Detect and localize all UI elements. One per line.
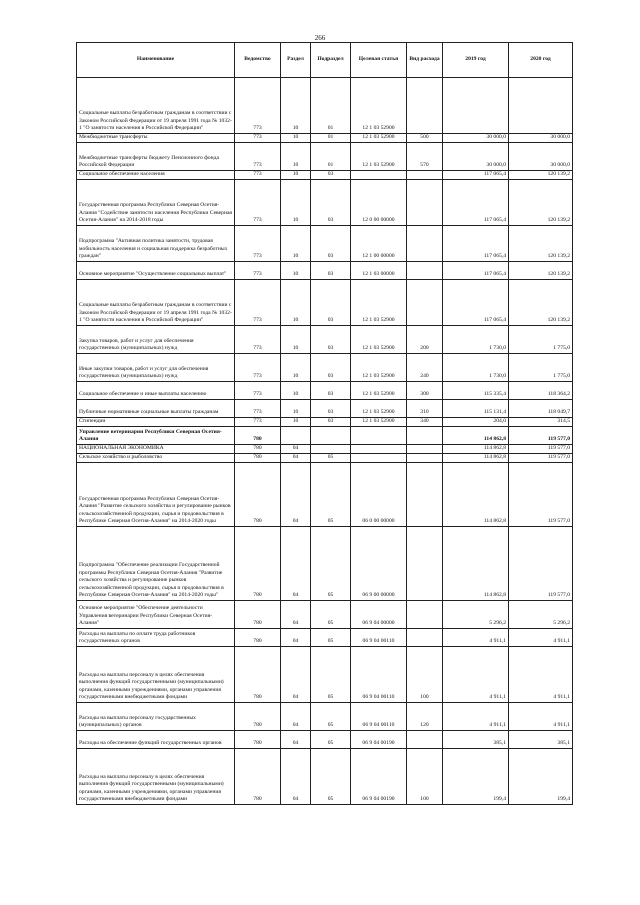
row-vedomstvo: 773 — [235, 326, 281, 354]
row-celevaya-statya: 06 9 04 00110 — [351, 647, 407, 703]
row-vedomstvo: 773 — [235, 134, 281, 143]
row-name: Расходы на обеспечение функций государственных органов — [77, 731, 235, 749]
row-name: Сельское хозяйство и рыболовство — [77, 454, 235, 463]
row-amount-2019: 4 911,1 — [443, 703, 509, 731]
table-row — [77, 262, 573, 280]
row-amount-2019: 114 862,8 — [443, 427, 509, 445]
row-vedomstvo: 773 — [235, 143, 281, 171]
row-amount-2019: 114 862,8 — [443, 527, 509, 601]
row-vid-raskhoda — [407, 427, 443, 445]
row-vid-raskhoda — [407, 601, 443, 629]
row-amount-2019: 117 065,4 — [443, 180, 509, 226]
row-razdel: 10 — [281, 180, 311, 226]
row-name: Публичные нормативные социальные выплаты гражданам — [77, 400, 235, 418]
row-celevaya-statya — [351, 454, 407, 463]
row-razdel: 04 — [281, 454, 311, 463]
row-vid-raskhoda — [407, 463, 443, 527]
header-podrazdel: Подраздел — [311, 43, 351, 78]
row-razdel: 10 — [281, 171, 311, 180]
row-razdel: 04 — [281, 647, 311, 703]
row-podrazdel: 05 — [311, 454, 351, 463]
row-amount-2019: 385,1 — [443, 731, 509, 749]
header-vedomstvo: Ведомство — [235, 43, 281, 78]
row-vedomstvo: 773 — [235, 78, 281, 134]
row-vedomstvo: 780 — [235, 647, 281, 703]
row-celevaya-statya: 06 9 04 00190 — [351, 749, 407, 805]
row-amount-2020: 118 049,7 — [509, 400, 573, 418]
table-row — [77, 703, 573, 731]
row-podrazdel: 03 — [311, 326, 351, 354]
row-celevaya-statya: 12 1 03 52900 — [351, 78, 407, 134]
row-name: Расходы на выплаты персоналу государственных (муниципальных) органов — [77, 703, 235, 731]
row-razdel: 10 — [281, 78, 311, 134]
row-celevaya-statya: 12 0 00 00000 — [351, 180, 407, 226]
row-podrazdel: 03 — [311, 180, 351, 226]
row-name: Расходы на выплаты персоналу в целях обеспечения выполнения функций государственными (муниципальными) органами, казенными учреждениями, органами управления государственными внебюджетными фондами — [77, 647, 235, 703]
row-name: Социальные выплаты безработным гражданам в соответствии с Законом Российской Федерации от 19 апреля 1991 года № 1032-1 "О занятости населения в Российской Федерации" — [77, 78, 235, 134]
row-amount-2019: 199,4 — [443, 749, 509, 805]
table-row — [77, 445, 573, 454]
row-amount-2019: 30 000,0 — [443, 143, 509, 171]
row-amount-2019: 117 065,4 — [443, 226, 509, 262]
row-name: Основное мероприятие "Осуществление социальных выплат" — [77, 262, 235, 280]
row-podrazdel: 03 — [311, 400, 351, 418]
row-vedomstvo: 780 — [235, 527, 281, 601]
row-celevaya-statya: 06 9 00 00000 — [351, 527, 407, 601]
table-row — [77, 463, 573, 527]
row-amount-2019: 114 862,8 — [443, 463, 509, 527]
table-row — [77, 78, 573, 134]
row-razdel: 04 — [281, 749, 311, 805]
row-podrazdel: 05 — [311, 629, 351, 647]
row-name: Основное мероприятие "Обеспечение деятельности Управления ветеринарии Республики Северная Осетия-Алания" — [77, 601, 235, 629]
row-amount-2020: 4 911,1 — [509, 647, 573, 703]
row-amount-2019: 117 065,4 — [443, 280, 509, 326]
row-amount-2020: 120 139,2 — [509, 262, 573, 280]
row-razdel: 10 — [281, 280, 311, 326]
row-razdel: 10 — [281, 226, 311, 262]
row-vedomstvo: 780 — [235, 601, 281, 629]
table-row — [77, 226, 573, 262]
row-amount-2019: 30 000,0 — [443, 134, 509, 143]
row-razdel: 04 — [281, 703, 311, 731]
header-razdel: Раздел — [281, 43, 311, 78]
row-podrazdel: 05 — [311, 749, 351, 805]
row-razdel — [281, 427, 311, 445]
header-row — [77, 43, 573, 78]
row-name: Социальное обеспечение и иные выплаты населению — [77, 382, 235, 400]
row-amount-2019: 117 065,4 — [443, 171, 509, 180]
row-amount-2019: 1 730,0 — [443, 354, 509, 382]
row-vedomstvo: 773 — [235, 400, 281, 418]
row-vid-raskhoda — [407, 180, 443, 226]
row-vid-raskhoda — [407, 262, 443, 280]
row-celevaya-statya: 06 9 04 00190 — [351, 731, 407, 749]
row-vedomstvo: 773 — [235, 226, 281, 262]
row-amount-2019: 204,0 — [443, 418, 509, 427]
row-amount-2019: 4 911,1 — [443, 629, 509, 647]
row-celevaya-statya: 12 1 00 00000 — [351, 226, 407, 262]
row-amount-2020: 118 364,2 — [509, 382, 573, 400]
row-podrazdel: 03 — [311, 280, 351, 326]
row-podrazdel: 05 — [311, 527, 351, 601]
header-celevaya-statya: Целевая статья — [351, 43, 407, 78]
row-podrazdel: 05 — [311, 463, 351, 527]
row-vid-raskhoda — [407, 226, 443, 262]
row-podrazdel: 05 — [311, 647, 351, 703]
row-podrazdel — [311, 427, 351, 445]
table-row — [77, 143, 573, 171]
row-vedomstvo: 773 — [235, 354, 281, 382]
row-vid-raskhoda — [407, 171, 443, 180]
row-podrazdel: 01 — [311, 143, 351, 171]
row-celevaya-statya: 12 1 03 52900 — [351, 326, 407, 354]
row-razdel: 10 — [281, 134, 311, 143]
budget-table — [76, 42, 573, 805]
row-amount-2020: 4 911,1 — [509, 703, 573, 731]
row-razdel: 10 — [281, 262, 311, 280]
row-podrazdel: 01 — [311, 134, 351, 143]
page-number: 266 — [314, 34, 326, 42]
row-vid-raskhoda: 240 — [407, 354, 443, 382]
row-vid-raskhoda — [407, 629, 443, 647]
row-amount-2019: 114 862,8 — [443, 454, 509, 463]
row-amount-2020: 1 775,0 — [509, 326, 573, 354]
row-vedomstvo: 780 — [235, 703, 281, 731]
row-vedomstvo: 773 — [235, 171, 281, 180]
row-razdel: 04 — [281, 629, 311, 647]
row-amount-2019: 117 065,4 — [443, 262, 509, 280]
header-vid-raskhoda: Вид расхода — [407, 43, 443, 78]
row-name: Закупка товаров, работ и услуг для обеспечения государственных (муниципальных) нужд — [77, 326, 235, 354]
row-name: НАЦИОНАЛЬНАЯ ЭКОНОМИКА — [77, 445, 235, 454]
row-celevaya-statya: 06 9 04 00000 — [351, 601, 407, 629]
row-razdel: 10 — [281, 400, 311, 418]
row-celevaya-statya: 12 1 03 52900 — [351, 418, 407, 427]
header-name: Наименование — [77, 43, 235, 78]
row-podrazdel: 03 — [311, 262, 351, 280]
row-amount-2020: 199,4 — [509, 749, 573, 805]
row-vid-raskhoda — [407, 527, 443, 601]
row-amount-2019: 1 730,0 — [443, 326, 509, 354]
table-body — [77, 78, 573, 805]
row-vedomstvo: 780 — [235, 629, 281, 647]
row-amount-2019: 115 131,4 — [443, 400, 509, 418]
row-vid-raskhoda — [407, 78, 443, 134]
row-podrazdel: 03 — [311, 171, 351, 180]
header-2019: 2019 год — [443, 43, 509, 78]
row-celevaya-statya: 12 1 03 52900 — [351, 354, 407, 382]
table-row — [77, 749, 573, 805]
row-amount-2020: 314,5 — [509, 418, 573, 427]
table-row — [77, 280, 573, 326]
row-vedomstvo: 773 — [235, 180, 281, 226]
table-row — [77, 454, 573, 463]
row-name: Государственная программа Республики Северная Осетия-Алания "Развитие сельского хозяйства и регулирование рынков сельскохозяйственной продукции, сырья и продовольствия в Республике Северная Осетия-Алания" на 2014-2020 годы — [77, 463, 235, 527]
row-name: Межбюджетные трансферты — [77, 134, 235, 143]
row-amount-2020: 1 775,0 — [509, 354, 573, 382]
table-row — [77, 601, 573, 629]
row-vid-raskhoda: 200 — [407, 326, 443, 354]
row-name: Подпрограмма "Активная политика занятости, трудовая мобильность населения и социальная поддержка безработных граждан" — [77, 226, 235, 262]
row-amount-2020 — [509, 78, 573, 134]
row-amount-2020: 385,1 — [509, 731, 573, 749]
header-2020: 2020 год — [509, 43, 573, 78]
row-name: Управление ветеринарии Республики Северная Осетия-Алания — [77, 427, 235, 445]
row-vid-raskhoda: 310 — [407, 400, 443, 418]
row-amount-2020: 119 577,0 — [509, 454, 573, 463]
row-amount-2020: 119 577,0 — [509, 427, 573, 445]
row-name: Иные закупки товаров, работ и услуг для обеспечения государственных (муниципальных) нужд — [77, 354, 235, 382]
row-amount-2019: 114 862,8 — [443, 445, 509, 454]
row-vedomstvo: 780 — [235, 454, 281, 463]
row-razdel: 10 — [281, 382, 311, 400]
row-podrazdel: 03 — [311, 354, 351, 382]
row-vedomstvo: 780 — [235, 445, 281, 454]
row-celevaya-statya: 06 9 04 00110 — [351, 629, 407, 647]
row-amount-2020: 4 911,1 — [509, 629, 573, 647]
row-vedomstvo: 780 — [235, 749, 281, 805]
row-razdel: 10 — [281, 354, 311, 382]
table-row — [77, 382, 573, 400]
table-row — [77, 171, 573, 180]
row-name: Государственная программа Республики Северная Осетия-Алания "Содействие занятости населения Республики Северная Осетия-Алания" на 2014-2018 годы — [77, 180, 235, 226]
row-name: Расходы на выплаты персоналу в целях обеспечения выполнения функций государственными (муниципальными) органами, казенными учреждениями, органами управления государственными внебюджетными фондами — [77, 749, 235, 805]
table-row — [77, 629, 573, 647]
row-celevaya-statya: 06 0 00 00000 — [351, 463, 407, 527]
row-name: Социальное обеспечение населения — [77, 171, 235, 180]
row-vid-raskhoda: 100 — [407, 647, 443, 703]
table-row — [77, 647, 573, 703]
row-podrazdel: 05 — [311, 703, 351, 731]
row-razdel: 10 — [281, 418, 311, 427]
table-row — [77, 418, 573, 427]
row-razdel: 04 — [281, 527, 311, 601]
row-vedomstvo: 773 — [235, 382, 281, 400]
row-celevaya-statya: 12 1 03 52900 — [351, 143, 407, 171]
row-podrazdel: 03 — [311, 418, 351, 427]
row-celevaya-statya: 12 1 03 00000 — [351, 262, 407, 280]
row-razdel: 04 — [281, 463, 311, 527]
row-amount-2020: 120 139,2 — [509, 226, 573, 262]
row-celevaya-statya — [351, 171, 407, 180]
row-vedomstvo: 773 — [235, 418, 281, 427]
row-vedomstvo: 773 — [235, 262, 281, 280]
row-podrazdel: 03 — [311, 382, 351, 400]
row-vedomstvo: 780 — [235, 427, 281, 445]
row-amount-2020: 30 000,0 — [509, 134, 573, 143]
row-amount-2019: 5 296,2 — [443, 601, 509, 629]
row-amount-2020: 119 577,0 — [509, 463, 573, 527]
row-amount-2020: 119 577,0 — [509, 445, 573, 454]
row-podrazdel: 01 — [311, 78, 351, 134]
row-vid-raskhoda: 570 — [407, 143, 443, 171]
table-row — [77, 354, 573, 382]
row-amount-2019: 4 911,1 — [443, 647, 509, 703]
row-amount-2020: 120 139,2 — [509, 171, 573, 180]
row-podrazdel: 05 — [311, 731, 351, 749]
table-row — [77, 326, 573, 354]
row-vid-raskhoda: 340 — [407, 418, 443, 427]
row-celevaya-statya: 06 9 04 00110 — [351, 703, 407, 731]
row-vedomstvo: 780 — [235, 463, 281, 527]
row-celevaya-statya: 12 1 03 52900 — [351, 382, 407, 400]
row-razdel: 04 — [281, 445, 311, 454]
row-amount-2019: 115 335,4 — [443, 382, 509, 400]
row-vid-raskhoda: 100 — [407, 749, 443, 805]
row-vid-raskhoda: 300 — [407, 382, 443, 400]
row-celevaya-statya: 12 1 03 52900 — [351, 134, 407, 143]
row-amount-2020: 30 000,0 — [509, 143, 573, 171]
row-razdel: 04 — [281, 601, 311, 629]
row-vedomstvo: 773 — [235, 280, 281, 326]
row-razdel: 10 — [281, 143, 311, 171]
row-vedomstvo: 780 — [235, 731, 281, 749]
row-vid-raskhoda — [407, 454, 443, 463]
row-podrazdel: 05 — [311, 601, 351, 629]
row-amount-2020: 5 296,2 — [509, 601, 573, 629]
row-celevaya-statya — [351, 445, 407, 454]
row-vid-raskhoda — [407, 445, 443, 454]
row-podrazdel: 03 — [311, 226, 351, 262]
row-name: Подпрограмма "Обеспечение реализации Государственной программы Республики Северная Осетия-Алания "Развитие сельского хозяйства и регулирование рынков сельскохозяйственной продукции, сырья и продовольствия в Республике Северная Осетия-Алания" на 2014-2020 годы" — [77, 527, 235, 601]
table-row — [77, 527, 573, 601]
row-vid-raskhoda: 500 — [407, 134, 443, 143]
row-vid-raskhoda — [407, 280, 443, 326]
row-podrazdel — [311, 445, 351, 454]
row-vid-raskhoda — [407, 731, 443, 749]
table-row — [77, 400, 573, 418]
row-amount-2019 — [443, 78, 509, 134]
row-name: Межбюджетные трансферты бюджету Пенсионного фонда Российской Федерации — [77, 143, 235, 171]
row-celevaya-statya: 12 1 03 52900 — [351, 400, 407, 418]
table-row — [77, 134, 573, 143]
table-row — [77, 731, 573, 749]
row-razdel: 04 — [281, 731, 311, 749]
row-name: Расходы на выплаты по оплате труда работников государственных органов — [77, 629, 235, 647]
row-name: Социальные выплаты безработным гражданам в соответствии с Законом Российской Федерации от 19 апреля 1991 года № 1032-1 "О занятости населения в Российской Федерации" — [77, 280, 235, 326]
row-razdel: 10 — [281, 326, 311, 354]
table-row — [77, 180, 573, 226]
row-vid-raskhoda: 120 — [407, 703, 443, 731]
row-amount-2020: 120 139,2 — [509, 280, 573, 326]
row-amount-2020: 120 139,2 — [509, 180, 573, 226]
row-name: Стипендии — [77, 418, 235, 427]
table-row — [77, 427, 573, 445]
row-celevaya-statya: 12 1 03 52900 — [351, 280, 407, 326]
row-celevaya-statya — [351, 427, 407, 445]
row-amount-2020: 119 577,0 — [509, 527, 573, 601]
